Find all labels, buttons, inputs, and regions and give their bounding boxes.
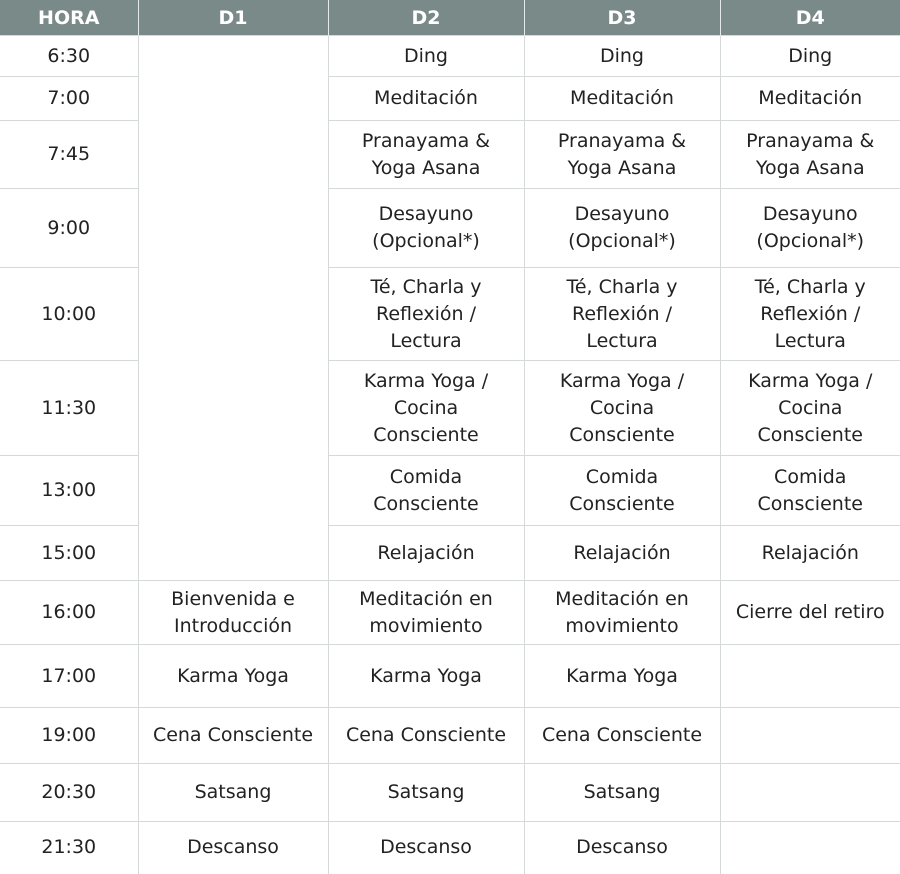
table-row bbox=[0, 36, 900, 77]
d1-cell: Bienvenida e Introducción bbox=[138, 581, 328, 645]
d2-cell: Ding bbox=[328, 36, 524, 77]
d2-cell: Relajación bbox=[328, 526, 524, 581]
d1-empty-block bbox=[138, 36, 328, 581]
header-row bbox=[0, 0, 900, 36]
d3-cell: Desayuno (Opcional*) bbox=[524, 189, 720, 268]
d3-cell: Comida Consciente bbox=[524, 456, 720, 526]
d4-cell: Té, Charla y Reflexión / Lectura bbox=[720, 268, 900, 361]
d3-cell: Ding bbox=[524, 36, 720, 77]
time-cell: 16:00 bbox=[0, 581, 138, 645]
header-d2: D2 bbox=[328, 0, 524, 36]
d4-cell: Ding bbox=[720, 36, 900, 77]
header-d3: D3 bbox=[524, 0, 720, 36]
d3-cell: Relajación bbox=[524, 526, 720, 581]
d2-cell: Descanso bbox=[328, 822, 524, 874]
time-cell: 9:00 bbox=[0, 189, 138, 268]
d1-cell: Satsang bbox=[138, 764, 328, 822]
d3-cell: Meditación en movimiento bbox=[524, 581, 720, 645]
d2-cell: Karma Yoga bbox=[328, 645, 524, 708]
d2-cell: Meditación bbox=[328, 77, 524, 121]
d1-cell: Descanso bbox=[138, 822, 328, 874]
d2-cell: Meditación en movimiento bbox=[328, 581, 524, 645]
d4-cell: Pranayama & Yoga Asana bbox=[720, 121, 900, 189]
d4-cell bbox=[720, 764, 900, 822]
d3-cell: Cena Consciente bbox=[524, 708, 720, 764]
d3-cell: Karma Yoga / Cocina Consciente bbox=[524, 361, 720, 456]
table-row bbox=[0, 77, 900, 121]
header-hora: HORA bbox=[0, 0, 138, 36]
schedule-header bbox=[0, 0, 900, 36]
header-d4: D4 bbox=[720, 0, 900, 36]
d2-cell: Cena Consciente bbox=[328, 708, 524, 764]
d1-cell: Cena Consciente bbox=[138, 708, 328, 764]
table-row bbox=[0, 708, 900, 764]
d1-cell: Karma Yoga bbox=[138, 645, 328, 708]
d4-cell: Relajación bbox=[720, 526, 900, 581]
d4-cell bbox=[720, 645, 900, 708]
d4-cell: Meditación bbox=[720, 77, 900, 121]
d3-cell: Karma Yoga bbox=[524, 645, 720, 708]
table-row bbox=[0, 581, 900, 645]
d2-cell: Té, Charla y Reflexión / Lectura bbox=[328, 268, 524, 361]
table-row bbox=[0, 121, 900, 189]
table-row bbox=[0, 822, 900, 874]
d2-cell: Satsang bbox=[328, 764, 524, 822]
time-cell: 21:30 bbox=[0, 822, 138, 874]
d4-cell: Cierre del retiro bbox=[720, 581, 900, 645]
d4-cell bbox=[720, 708, 900, 764]
time-cell: 13:00 bbox=[0, 456, 138, 526]
table-row bbox=[0, 456, 900, 526]
table-row bbox=[0, 189, 900, 268]
d3-cell: Pranayama & Yoga Asana bbox=[524, 121, 720, 189]
time-cell: 7:00 bbox=[0, 77, 138, 121]
d2-cell: Karma Yoga / Cocina Consciente bbox=[328, 361, 524, 456]
table-row bbox=[0, 526, 900, 581]
time-cell: 10:00 bbox=[0, 268, 138, 361]
time-cell: 17:00 bbox=[0, 645, 138, 708]
d4-cell: Comida Consciente bbox=[720, 456, 900, 526]
table-row bbox=[0, 268, 900, 361]
d4-cell bbox=[720, 822, 900, 874]
time-cell: 6:30 bbox=[0, 36, 138, 77]
table-row bbox=[0, 645, 900, 708]
d3-cell: Descanso bbox=[524, 822, 720, 874]
header-d1: D1 bbox=[138, 0, 328, 36]
time-cell: 19:00 bbox=[0, 708, 138, 764]
table-row bbox=[0, 361, 900, 456]
time-cell: 11:30 bbox=[0, 361, 138, 456]
d2-cell: Pranayama & Yoga Asana bbox=[328, 121, 524, 189]
time-cell: 15:00 bbox=[0, 526, 138, 581]
table-row bbox=[0, 764, 900, 822]
d2-cell: Comida Consciente bbox=[328, 456, 524, 526]
schedule-body bbox=[0, 36, 900, 874]
d4-cell: Desayuno (Opcional*) bbox=[720, 189, 900, 268]
d4-cell: Karma Yoga / Cocina Consciente bbox=[720, 361, 900, 456]
time-cell: 7:45 bbox=[0, 121, 138, 189]
d2-cell: Desayuno (Opcional*) bbox=[328, 189, 524, 268]
time-cell: 20:30 bbox=[0, 764, 138, 822]
d3-cell: Té, Charla y Reflexión / Lectura bbox=[524, 268, 720, 361]
d3-cell: Satsang bbox=[524, 764, 720, 822]
d3-cell: Meditación bbox=[524, 77, 720, 121]
